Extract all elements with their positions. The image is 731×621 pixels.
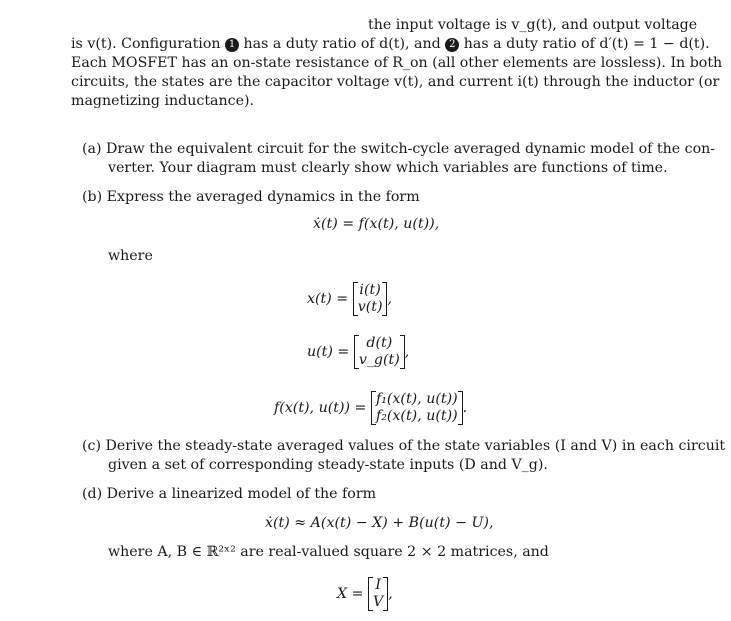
x-entry-2: v(t) [357,299,383,315]
u-entry-1: d(t) [366,335,393,351]
f-lhs: f(x(t), u(t)) = [274,400,367,416]
intro-line-5: magnetizing inductance). [71,93,255,109]
item-c-line-1: (c) Derive the steady-state averaged values of the state variables (I and V) in each circuit [82,438,726,454]
X-vector [368,577,388,611]
x-lhs: x(t) = [307,291,349,307]
item-a-line-1: (a) Draw the equivalent circuit for the switch-cycle averaged dynamic model of the con- [82,141,716,157]
intro-line-2-a: is v(t). Configuration [71,36,221,52]
intro-line-4: circuits, the states are the capacitor voltage v(t), and current i(t) through the inductor (or [71,74,720,90]
x-comma: , [387,291,392,307]
u-definition [307,335,409,369]
u-comma: , [404,344,410,360]
config-2-marker: 2 [445,38,459,52]
item-b-equation: ẋ(t) = f(x(t), u(t)), [313,216,440,232]
x-definition [307,282,392,316]
X-entry-1: I [375,577,381,593]
item-c-line-2: given a set of corresponding steady-state inputs (D and V_g). [108,457,548,473]
x-vector [353,282,388,316]
u-vector [354,335,405,369]
where-label: where [108,248,153,264]
intro-line-2-c: has a duty ratio of d′(t) = 1 − d(t). [463,36,710,52]
f-period: . [462,400,468,416]
X-definition [337,577,393,611]
x-entry-1: i(t) [359,282,381,298]
item-d-line-2: where A, B ∈ ℝ²ˣ² are real-valued square 2 × 2 matrices, and [108,544,549,560]
item-b-line-1: (b) Express the averaged dynamics in the form [82,189,420,205]
item-d-equation: ẋ(t) ≈ A(x(t) − X) + B(u(t) − U), [265,515,494,531]
item-a-line-2: verter. Your diagram must clearly show which variables are functions of time. [108,160,668,176]
config-1-marker: 1 [225,38,239,52]
X-comma: , [388,586,393,602]
u-lhs: u(t) = [307,344,350,360]
f-entry-2: f₂(x(t), u(t)) [375,408,458,424]
intro-line-3: Each MOSFET has an on-state resistance of R_on (all other elements are lossless). In both [71,55,723,71]
intro-line-2-b: has a duty ratio of d(t), and [243,36,441,52]
intro-line-2 [71,35,710,53]
u-entry-2: v_g(t) [358,352,400,368]
X-entry-2: V [373,594,384,610]
f-vector [371,391,463,425]
item-d-line-1: (d) Derive a linearized model of the form [82,486,377,502]
f-definition [274,391,467,425]
intro-line-1: the input voltage is v_g(t), and output voltage [368,17,698,33]
f-entry-1: f₁(x(t), u(t)) [375,391,458,407]
X-lhs: X = [337,586,364,602]
